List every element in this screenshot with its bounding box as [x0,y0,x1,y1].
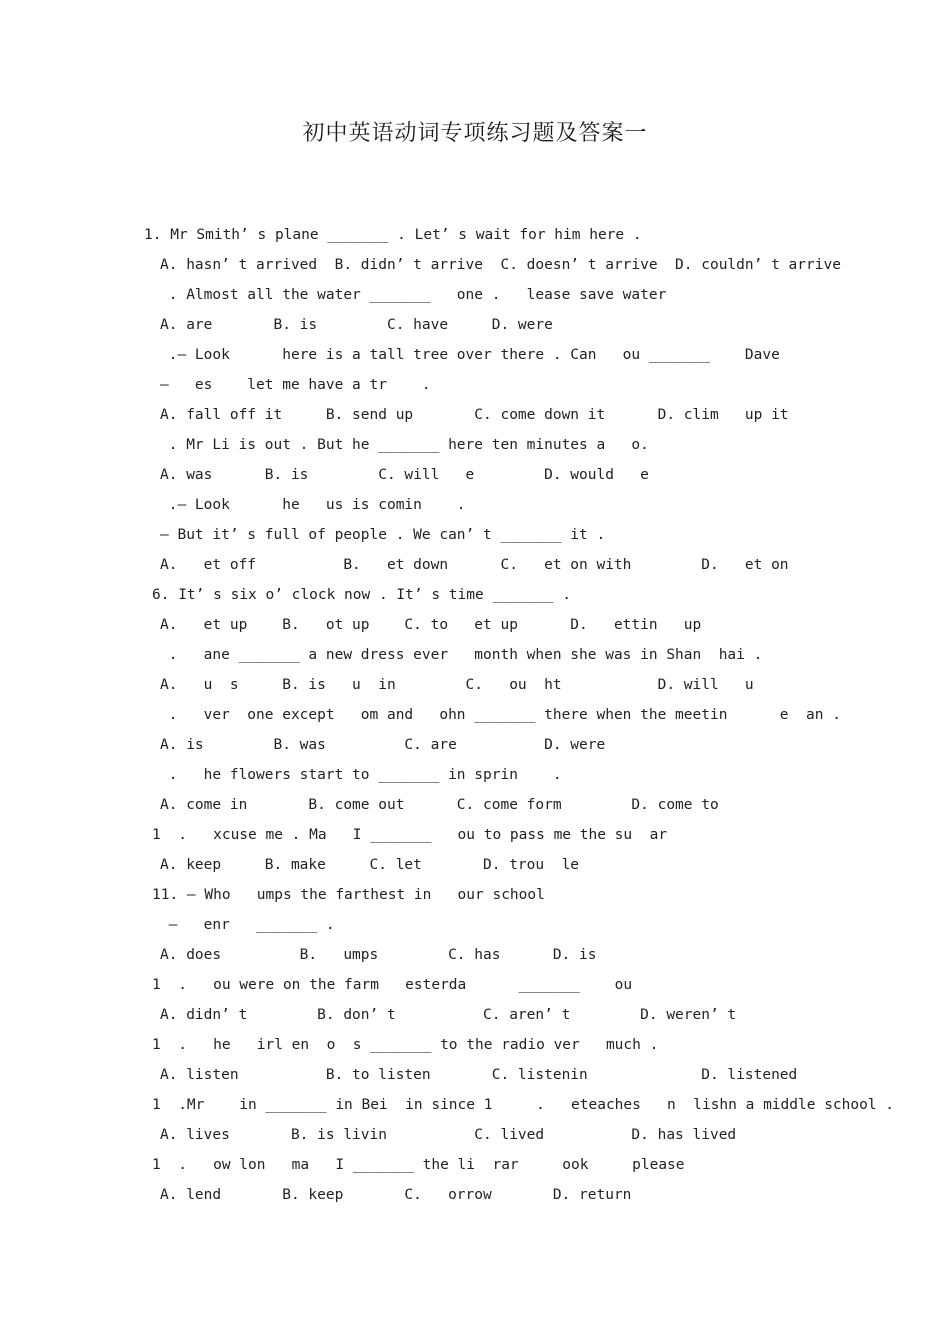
question-1: 1. Mr Smith’ s plane _______ . Let’ s wait for him here . [144,227,642,243]
question-11: 11. — Who umps the farthest in our school [152,887,545,903]
question-13: 1 . he irl en o s _______ to the radio ver much . [152,1037,659,1053]
options-1: A. hasn’ t arrived B. didn’ t arrive C. doesn’ t arrive D. couldn’ t arrive [160,257,841,273]
options-10: A. keep B. make C. let D. trou le [160,857,580,873]
question-3: .— Look here is a tall tree over there . Can ou _______ Dave [160,347,780,363]
options-2: A. are B. is C. have D. were [160,317,553,333]
question-12: 1 . ou were on the farm esterda _______ ou [152,977,633,993]
question-4: . Mr Li is out . But he _______ here ten minutes a o. [160,437,649,453]
options-8: A. is B. was C. are D. were [160,737,606,753]
options-6: A. et up B. ot up C. to et up D. ettin up [160,617,702,633]
options-7: A. u s B. is u in C. ou ht D. will u [160,677,754,693]
question-10: 1 . xcuse me . Ma I _______ ou to pass me the su ar [152,827,668,843]
options-13: A. listen B. to listen C. listenin D. listened [160,1067,798,1083]
question-5: .— Look he us is comin . [160,497,466,513]
question-11-reply: — enr _______ . [160,917,335,933]
options-5: A. et off B. et down C. et on with D. et on [160,557,789,573]
question-14: 1 .Mr in _______ in Bei in since 1 . eteaches n lishn a middle school . [152,1097,895,1113]
question-3-reply: — es let me have a tr . [160,377,431,393]
options-11: A. does B. umps C. has D. is [160,947,597,963]
question-15: 1 . ow lon ma I _______ the li rar ook please [152,1157,685,1173]
options-14: A. lives B. is livin C. lived D. has lived [160,1127,737,1143]
options-9: A. come in B. come out C. come form D. come to [160,797,719,813]
options-15: A. lend B. keep C. orrow D. return [160,1187,632,1203]
options-3: A. fall off it B. send up C. come down it D. clim up it [160,407,789,423]
question-6: 6. It’ s six o’ clock now . It’ s time _______ . [152,587,572,603]
question-9: . he flowers start to _______ in sprin . [160,767,562,783]
options-12: A. didn’ t B. don’ t C. aren’ t D. weren’ t [160,1007,737,1023]
question-7: . ane _______ a new dress ever month when she was in Shan hai . [160,647,763,663]
options-4: A. was B. is C. will e D. would e [160,467,649,483]
question-2: . Almost all the water _______ one . lease save water [160,287,667,303]
question-8: . ver one except om and ohn _______ there when the meetin e an . [160,707,841,723]
page-title: 初中英语动词专项练习题及答案一 [302,121,648,146]
question-5-reply: — But it’ s full of people . We can’ t _______ it . [160,527,606,543]
